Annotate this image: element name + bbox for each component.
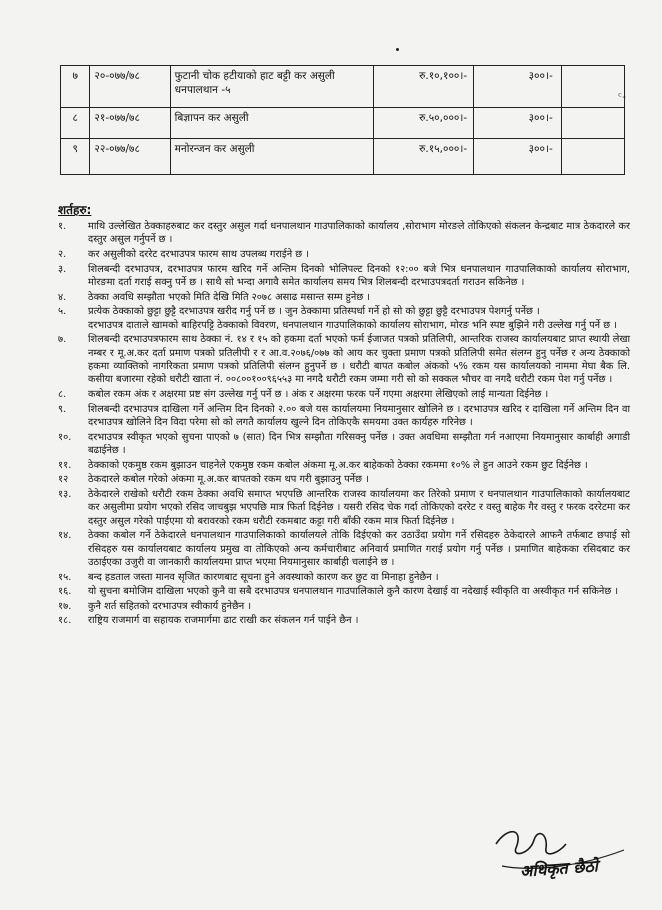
condition-text [88,305,630,332]
list-item [58,431,630,458]
list-item [58,459,630,472]
list-item [58,614,630,627]
condition-paragraph: शिलबन्दी दरभाउपत्र, दरभाउपत्र फारम खरिद गर्ने अन्तिम दिनको भोलिपल्ट दिनको १२:०० बजे भित्र धनपालथान गाउपालिकाको कार्यालय सोराभाग, मोरङमा दर्ता गराई सक्नु पर्ने छ । साथै सो भन्दा अगावै समेत कार्यालय समय भित्र शिलबन्दी दरभाउपत्रदर्ता गराउन सकिनेछ । [88,263,630,288]
condition-extra-paragraph: दरभाउपत्र दाताले खामको बाहिरपट्टि ठेक्काको विवरण, धनपालथान गाउपालिकाको कार्यालय सोराभाग, मोरङ भनि स्पष्ट बुझिने गरी उल्लेख गर्नु पर्ने छ । [88,319,617,331]
condition-text [88,431,630,458]
row-number: ७ [61,66,90,108]
scan-mark-icon: ᶜ‐ [618,90,627,103]
condition-number: १४. [58,530,72,542]
condition-number: १२ [58,474,69,486]
row-description: मनोरन्जन कर असुली [170,139,373,175]
condition-paragraph: दरभाउपत्र स्वीकृत भएको सुचना पाएको ७ (सात) दिन भित्र सम्झौता गरिसक्नु पर्नेछ । उक्त अवधिमा सम्झौता गर्न नआएमा नियमानुसार कार्बाही अगाडी बढाईनेछ । [88,431,630,456]
condition-number: १७. [58,600,72,612]
condition-number: १. [58,221,67,232]
row-blank [561,139,624,175]
condition-paragraph: बन्द हडताल जस्ता मानव सृजित कारणबाट सूचना हुने अवस्थाको कारण कर छुट वा मिनाहा हुनेछैन । [88,571,439,583]
row-fee: ३००।- [474,139,562,175]
condition-paragraph: शिलबन्दी दरभाउपत्र दाखिला गर्ने अन्तिम दिन दिनको २.०० बजे यस कार्यालयमा नियमानुसार खोलिने छ । दरभाउपत्र खरिद र दाखिला गर्ने अन्तिम दिन वा दरभाउपत्र खोलिने दिन विदा परेमा सो को लगतै कार्यालय खुल्ने दिन तोकिएकै समयमा उक्त कार्यहरु गरिनेछ । [88,403,630,428]
conditions-title: शर्तहरु: [58,203,92,217]
row-amount: रु.१०,१००।- [373,66,474,108]
row-fee: ३००।- [474,108,562,139]
condition-number: ३. [58,263,67,275]
row-description: फुटानी चोक हटीयाको हाट बट्टी कर असुली धनपालथान -५ [170,66,373,108]
condition-paragraph: माथि उल्लेखित ठेक्काहरुबाट कर दस्तुर असुल गर्दा धनपालथान गाउपालिकाको कार्यालय ,सोराभाग मोरङले तोकिएको संकलन केन्द्रबाट मात्र ठेकदारले कर दस्तुर असुल गर्नुपर्ने छ । [88,221,630,246]
condition-text [88,529,630,569]
row-amount: रु.१५,०००।- [373,139,474,175]
condition-paragraph: ठेक्का कबोल गर्ने ठेकेदारले धनपालथान गाउपालिकाको कार्यालयले तोकि दिईएको कर उठाउँदा प्रयोग गर्ने रसिदहरु ठेकेदारले आफनै तर्फबाट छपाई सो रसिदहरु यस कार्यालयबाट कार्यालय प्रमुख वा तोकिएको अन्य कर्मचारीबाट अनिवार्य प्रमाणित गराई प्रयोग गर्नु पर्नेछ । प्रमाणित बाहेकका रसिदबाट कर उठाईएका उजुरी वा जानकारी कार्यालयमा प्राप्त भएमा नियमानुसार कार्बाही चलाईने छ । [88,530,630,568]
row-amount: रु.५०,०००।- [373,108,474,139]
list-item [58,388,630,401]
row-number: ९ [61,139,90,175]
list-item [58,473,630,486]
condition-text [88,263,630,290]
row-reference: २१-०७७/७८ [90,108,170,139]
table-row [61,139,625,175]
condition-text [88,220,630,247]
list-item [58,263,630,290]
condition-number: ९. [58,403,67,415]
list-item [58,291,630,304]
condition-number: ८. [58,389,67,400]
signature-label: अधिकृत छैठो [519,856,599,881]
condition-number: ७. [58,334,67,346]
row-number: ८ [61,108,90,139]
list-item [58,488,630,528]
condition-number: १५. [58,571,72,583]
row-blank [561,108,624,139]
condition-number: १६. [58,586,72,598]
list-item [58,600,630,613]
scan-dot [396,48,399,51]
list-item [58,585,630,598]
condition-text [88,473,630,486]
condition-paragraph: कबोल रकम अंक र अक्षरमा प्रष्ट संग उल्लेख गर्नु पर्ने छ । अंक र अक्षरमा फरक पर्ने गएमा अक्षरमा लेखिएको लाई मान्यता दिईनेछ । [88,389,549,400]
list-item [58,529,630,569]
condition-number: ५. [58,306,67,318]
table-row [61,66,625,108]
condition-number: १८. [58,615,72,627]
tender-table [60,65,625,175]
condition-paragraph: यो सुचना बमोजिम दाखिला भएको कुनै वा सबै दरभाउपत्र धनपालथान गाउपालिकाले कुनै कारण देखाई वा नदेखाई स्वीकृति वा अस्वीकृत गर्न सकिनेछ । [88,586,619,598]
table-row [61,108,625,139]
condition-text [88,459,630,472]
list-item [58,220,630,247]
condition-paragraph: शिलबन्दी दरभाउपत्रफारम साथ ठेक्का नं. १४ र १५ को हकमा दर्ता भएको फर्म ईजाजत पत्रको प्रतिलिपी, आन्तरिक राजस्व कार्यालयबाट प्राप्त स्थायी लेखा नम्बर र मू.अ.कर दर्ता प्रमाण पत्रको प्रतिलीपी र र आ.व.२०७६/०७७ को आय कर चुक्ता प्रमाण पत्रको प्रतिलिपी समेत संलग्न हुनु पर्नेछ र अन्य ठेक्काको हकमा व्याक्तिको नागरिकता प्रमाण पत्रको प्रतिलिपी संलग्न हुनुपर्ने छ । धरौटी बापत कबोल अंकको ५% रकम यस कार्यालयको नाममा मेघा बैक लि. कसीया बजारमा रहेको धरौटी खाता नं. ००८००१००९६५५३ मा नगदै धरौटी रकम जम्मा गरी सो को सक्कल भौचर वा नगदै धरौटी रकम पेश गर्नु पर्नेछ । [88,334,630,386]
condition-paragraph: ठेकदारले कबोल गरेको अंकमा मू.अ.कर बापतको रकम थप गरी बुझाउनु पर्नेछ । [88,474,369,486]
condition-number: १३. [58,488,72,500]
list-item [58,403,630,430]
condition-text [88,403,630,430]
row-reference: २०-०७७/७८ [90,66,170,108]
row-fee: ३००।- [474,66,562,108]
condition-paragraph: ठेक्का अवधि सम्झौता भएको मिति देखि मिति २०७८ असाढ मसान्त सम्म हुनेछ । [88,291,371,303]
condition-text [88,488,630,528]
list-item [58,333,630,387]
condition-paragraph: कर असुलीको दररेट दरभाउपत्र फारम साथ उपलब्ध गराईने छ । [88,249,309,260]
condition-paragraph: ठेक्काको एकमुष्ठ रकम बुझाउन चाहनेले एकमुष्ठ रकम कबोल अंकमा मू.अ.कर बाहेकको ठेक्का रकममा १०% ले हुन आउने रकम छुट दिईनेछ । [88,459,588,471]
condition-text [88,585,630,598]
condition-text [88,291,630,304]
condition-paragraph: ठेकेदारले राखेको धरौटी रकम ठेक्का अवधि समाप्त भएपछि आन्तरिक राजस्व कार्यालयमा कर तिरेको प्रमाण र धनपालथान गाउपालिकाको कार्यालयबाट कर असुलीमा प्रयोग भएको रसिद जाचबुझ भएपछि मात्र फिर्ता दिईनेछ । यसरी रसिद चेक गर्दा तोकिएको दररेट र वस्तु बाहेक गैर वस्तु र फरक दररेटमा कर दस्तुर असुल गरेको पाईएमा यो बरावरको रकम धरौटी रकमबाट कट्टा गरी बाँकी रकम मात्र फिर्ता दिईनेछ । [88,488,630,527]
condition-paragraph: राष्ट्रिय राजमार्ग वा सहायक राजमार्गमा ढाट राखी कर संकलन गर्न पाईने छैन । [88,615,359,627]
list-item [58,305,630,332]
condition-paragraph: प्रत्येक ठेक्काको छुट्टा छुट्टै दरभाउपत्र खरीद गर्नु पर्ने छ । जुन ठेक्कामा प्रतिस्पर्धा गर्ने हो सो को छुट्टा छुट्टै दरभाउपत्र पेशगर्नु पर्नेछ । [88,306,540,318]
row-description: बिज्ञापन कर असुली [170,108,373,139]
condition-number: १०. [58,431,72,443]
list-item [58,571,630,584]
list-item [58,248,630,261]
row-blank [561,66,627,108]
condition-number: ४. [58,291,67,303]
row-reference: २२-०७७/७८ [90,139,170,175]
condition-text [88,571,630,584]
condition-number: २. [58,249,67,260]
condition-paragraph: कुनै शर्त सहितको दरभाउपत्र स्वीकार्य हुनेछैन । [88,600,252,612]
condition-text [88,248,630,261]
condition-number: ११. [58,459,72,471]
condition-text [88,614,630,627]
condition-text [88,388,630,401]
condition-text [88,600,630,613]
condition-text [88,333,630,387]
conditions-list [58,220,630,629]
